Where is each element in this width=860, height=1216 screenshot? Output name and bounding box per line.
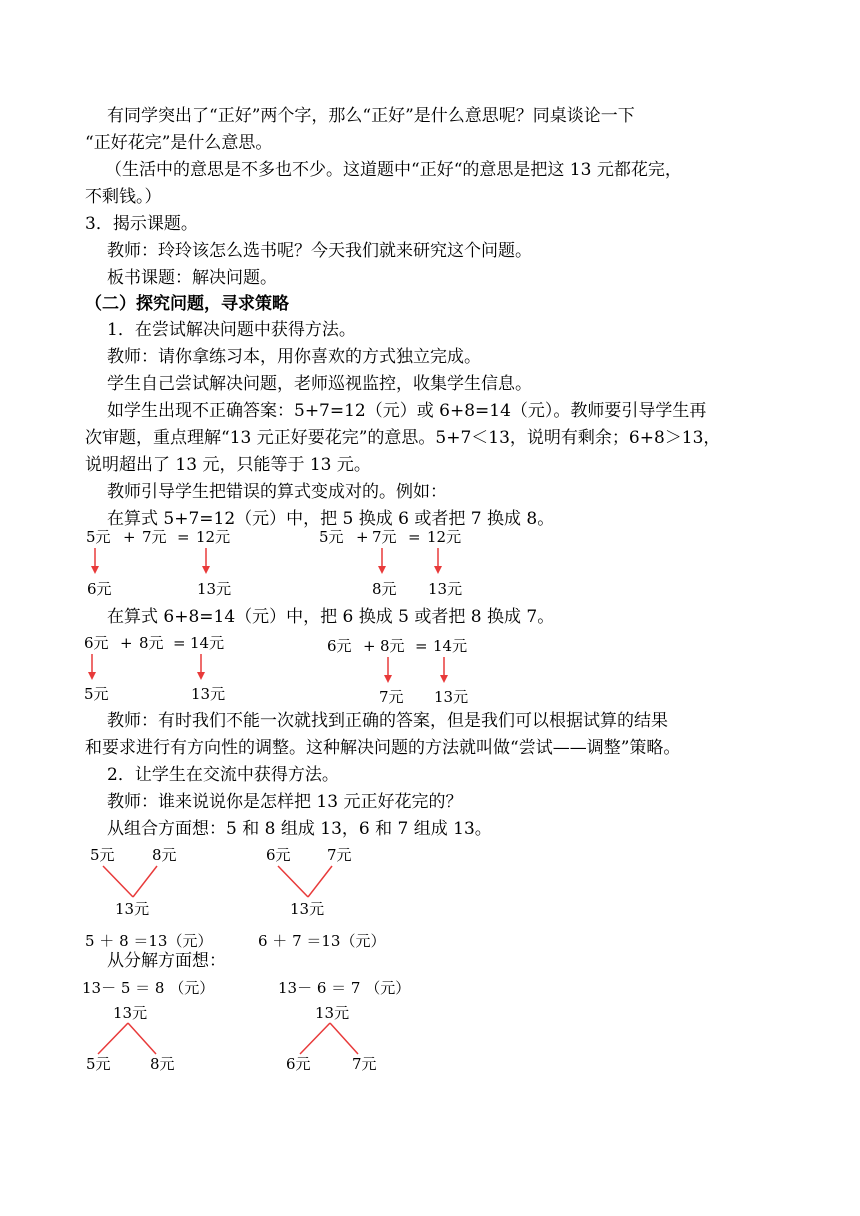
arrow-down-icon xyxy=(438,657,452,685)
decompose-lines xyxy=(92,1022,172,1056)
fig-label: 13元 xyxy=(315,1004,350,1022)
section-heading: （二）探究问题，寻求策略 xyxy=(85,294,289,314)
paragraph-line: 教师：玲玲该怎么选书呢？今天我们就来研究这个问题。 xyxy=(107,241,532,261)
fig-label: 7元 xyxy=(372,528,397,546)
arrow-down-icon xyxy=(200,548,214,576)
arrow-down-icon xyxy=(195,654,209,682)
fig-label: + xyxy=(123,528,136,546)
fig-label: 14元 xyxy=(190,634,225,652)
fig-label: = xyxy=(177,528,190,546)
equation: 13－ 5 ＝ 8 （元） xyxy=(82,979,215,997)
fig-label: 13元 xyxy=(113,1004,148,1022)
arrow-down-icon xyxy=(376,548,390,576)
equation: 13－ 6 ＝ 7 （元） xyxy=(278,979,411,997)
fig-label: 6元 xyxy=(286,1055,311,1073)
fig-label: 8元 xyxy=(152,846,177,864)
fig-label: 13元 xyxy=(290,900,325,918)
compose-lines xyxy=(270,864,350,900)
fig-label: 8元 xyxy=(139,634,164,652)
paragraph-line: 2．让学生在交流中获得方法。 xyxy=(107,765,339,785)
arrow-down-icon xyxy=(89,548,103,576)
paragraph-line: 板书课题：解决问题。 xyxy=(107,268,277,288)
equation: 6 ＋ 7 ＝13（元） xyxy=(258,932,386,950)
equation: 5 ＋ 8 ＝13（元） xyxy=(85,932,213,950)
fig-label: 13元 xyxy=(434,688,469,706)
fig-label: 7元 xyxy=(352,1055,377,1073)
decompose-lines xyxy=(294,1022,374,1056)
paragraph-line: 从分解方面想： xyxy=(107,951,226,971)
fig-label: 6元 xyxy=(327,637,352,655)
fig-label: + xyxy=(120,634,133,652)
compose-lines xyxy=(95,864,175,900)
fig-label: 7元 xyxy=(327,846,352,864)
fig-label: 5元 xyxy=(86,1055,111,1073)
paragraph-line: 教师：请你拿练习本，用你喜欢的方式独立完成。 xyxy=(107,347,481,367)
fig-label: 5元 xyxy=(319,528,344,546)
fig-label: 12元 xyxy=(427,528,462,546)
paragraph-line: 教师引导学生把错误的算式变成对的。例如： xyxy=(107,482,447,502)
fig-label: 6元 xyxy=(84,634,109,652)
arrow-down-icon xyxy=(86,654,100,682)
arrow-down-icon xyxy=(432,548,446,576)
paragraph-line: 学生自己尝试解决问题，老师巡视监控，收集学生信息。 xyxy=(107,374,532,394)
paragraph-line: （生活中的意思是不多也不少。这道题中“正好“的意思是把这 13 元都花完， xyxy=(105,160,682,180)
fig-label: 14元 xyxy=(433,637,468,655)
fig-label: + xyxy=(363,637,376,655)
fig-label: 8元 xyxy=(372,580,397,598)
paragraph-line: 1．在尝试解决问题中获得方法。 xyxy=(107,320,356,340)
paragraph-line: 从组合方面想：5 和 8 组成 13，6 和 7 组成 13。 xyxy=(107,819,492,839)
paragraph-line: “正好花完”是什么意思。 xyxy=(85,133,273,153)
paragraph-line: 教师：谁来说说你是怎样把 13 元正好花完的？ xyxy=(107,792,463,812)
paragraph-line: 教师：有时我们不能一次就找到正确的答案，但是我们可以根据试算的结果 xyxy=(107,711,668,731)
fig-label: 8元 xyxy=(380,637,405,655)
paragraph-line: 在算式 5+7=12（元）中，把 5 换成 6 或者把 7 换成 8。 xyxy=(107,509,555,529)
fig-label: 13元 xyxy=(428,580,463,598)
fig-label: = xyxy=(173,634,186,652)
fig-label: = xyxy=(408,528,421,546)
paragraph-line: 如学生出现不正确答案：5+7=12（元）或 6+8=14（元）。教师要引导学生再 xyxy=(107,401,707,421)
paragraph-line: 和要求进行有方向性的调整。这种解决问题的方法就叫做“尝试——调整”策略。 xyxy=(85,738,681,758)
fig-label: 13元 xyxy=(197,580,232,598)
arrow-down-icon xyxy=(382,657,396,685)
fig-label: 7元 xyxy=(379,688,404,706)
fig-label: + xyxy=(356,528,369,546)
fig-label: 8元 xyxy=(150,1055,175,1073)
paragraph-line: 在算式 6+8=14（元）中，把 6 换成 5 或者把 8 换成 7。 xyxy=(107,607,555,627)
fig-label: 6元 xyxy=(87,580,112,598)
fig-label: 13元 xyxy=(191,685,226,703)
paragraph-line: 次审题，重点理解“13 元正好要花完”的意思。5+7＜13，说明有剩余；6+8＞13， xyxy=(85,428,721,448)
fig-label: 13元 xyxy=(115,900,150,918)
fig-label: 7元 xyxy=(142,528,167,546)
fig-label: 12元 xyxy=(196,528,231,546)
fig-label: 5元 xyxy=(84,685,109,703)
paragraph-line: 3．揭示课题。 xyxy=(85,214,198,234)
paragraph-line: 不剩钱。） xyxy=(85,187,162,207)
fig-label: 5元 xyxy=(90,846,115,864)
paragraph-line: 有同学突出了“正好”两个字，那么“正好”是什么意思呢？同桌谈论一下 xyxy=(107,106,635,126)
fig-label: 6元 xyxy=(266,846,291,864)
fig-label: 5元 xyxy=(86,528,111,546)
paragraph-line: 说明超出了 13 元，只能等于 13 元。 xyxy=(85,455,371,475)
fig-label: = xyxy=(415,637,428,655)
